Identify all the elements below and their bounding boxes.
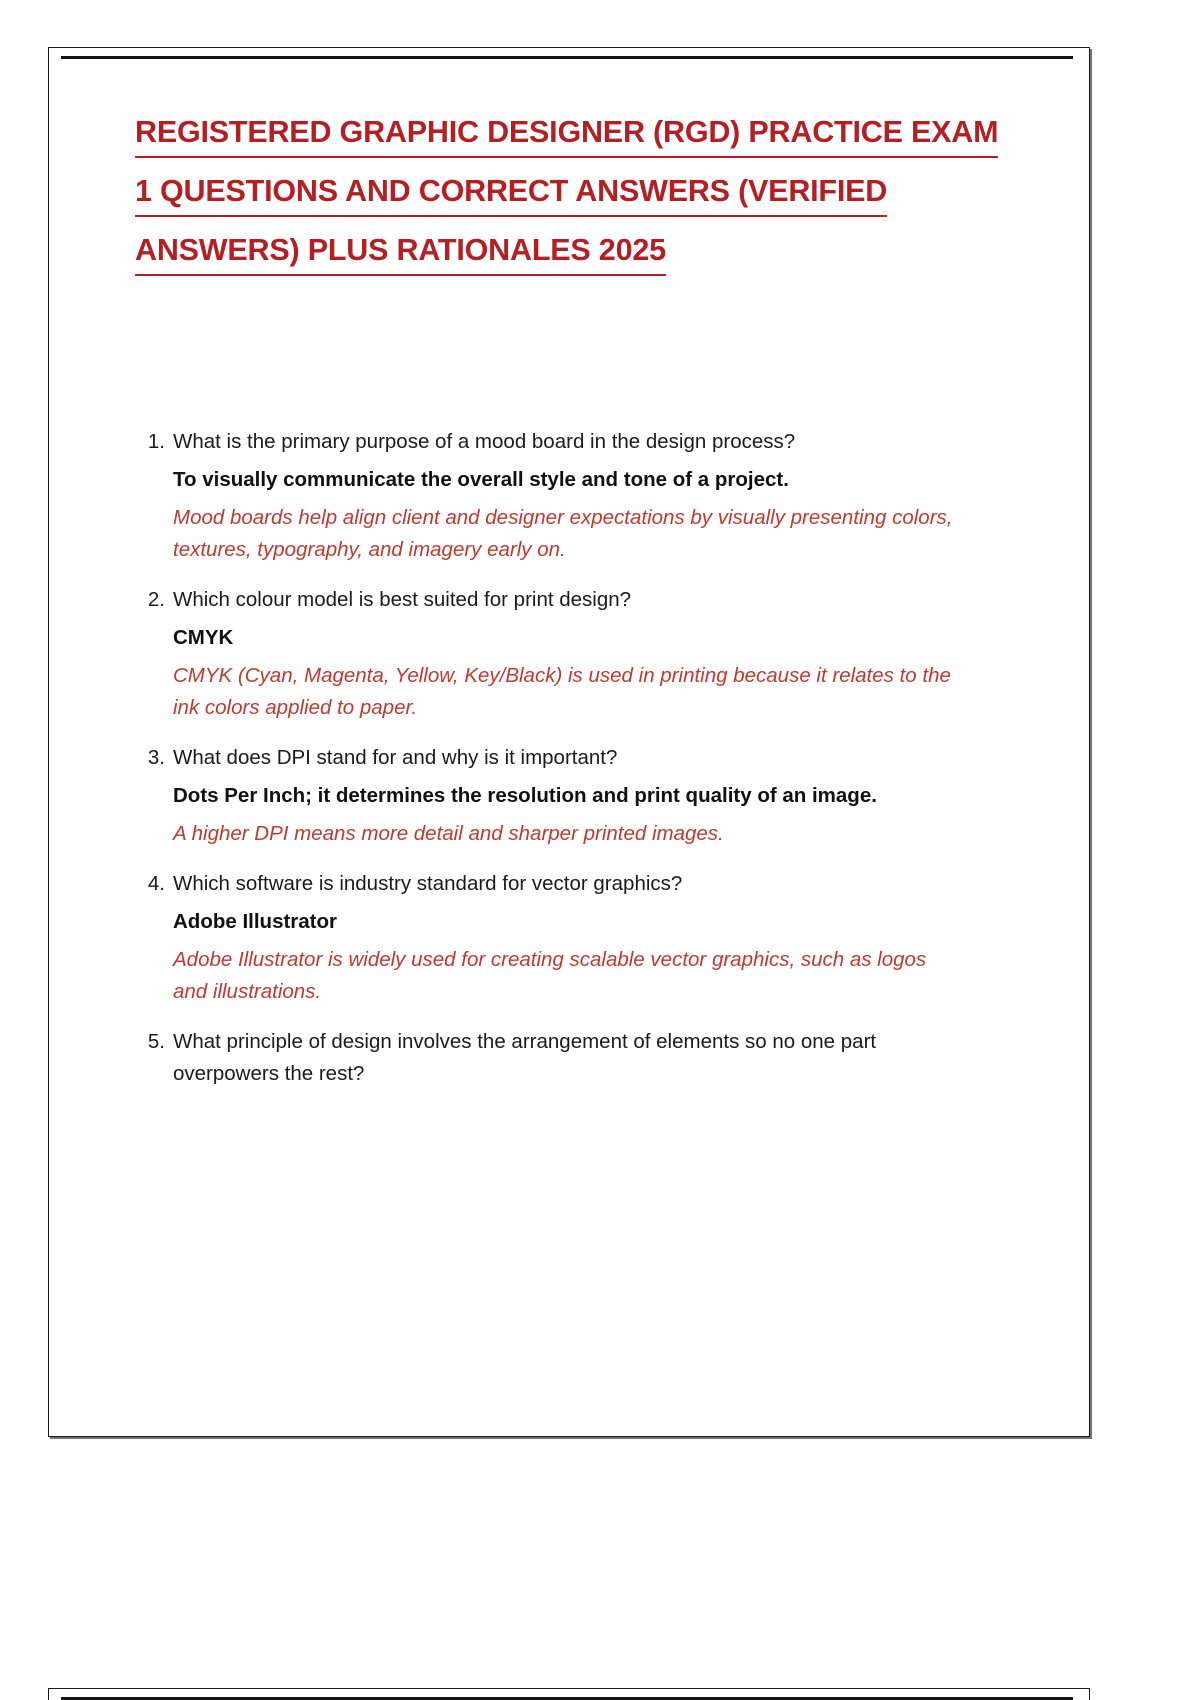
question-text: Which colour model is best suited for print design? <box>173 588 632 612</box>
page-title-line-2: 1 QUESTIONS AND CORRECT ANSWERS (VERIFIED <box>135 169 887 217</box>
question-text: What does DPI stand for and why is it important? <box>173 746 618 770</box>
list-item <box>135 426 965 566</box>
question-number: 5. <box>147 1029 165 1053</box>
rationale-text: CMYK (Cyan, Magenta, Yellow, Key/Black) is used in printing because it relates to the ink colors applied to paper. <box>173 664 951 720</box>
question-text: Which software is industry standard for vector graphics? <box>173 872 683 896</box>
answer-text: To visually communicate the overall style and tone of a project. <box>173 468 789 492</box>
page-title-line-3: ANSWERS) PLUS RATIONALES 2025 <box>135 228 666 276</box>
answer-text: Adobe Illustrator <box>173 910 338 933</box>
page-content <box>49 48 1089 1436</box>
list-item <box>135 868 965 1008</box>
list-item <box>135 1026 965 1090</box>
page-title <box>135 110 1015 276</box>
rationale-text: Mood boards help align client and designer expectations by visually presenting colors, textures, typography, and imagery early on. <box>173 506 953 562</box>
answer-text: CMYK <box>173 626 234 650</box>
page-title-line-1: REGISTERED GRAPHIC DESIGNER (RGD) PRACTICE EXAM <box>135 110 998 158</box>
question-number: 4. <box>147 872 165 896</box>
question-answer-list <box>135 426 965 1089</box>
question-number: 2. <box>147 588 165 612</box>
question-text: What principle of design involves the arrangement of elements so no one part overpowers the rest? <box>173 1029 877 1085</box>
question-text: What is the primary purpose of a mood board in the design process? <box>173 430 796 454</box>
document-page-2 <box>48 1688 1090 1700</box>
rationale-text: A higher DPI means more detail and sharper printed images. <box>173 822 724 846</box>
list-item <box>135 584 965 724</box>
list-item <box>135 742 965 850</box>
question-number: 3. <box>147 746 165 770</box>
answer-text: Dots Per Inch; it determines the resolution and print quality of an image. <box>173 784 877 808</box>
question-number: 1. <box>147 430 165 454</box>
rationale-text: Adobe Illustrator is widely used for creating scalable vector graphics, such as logos and illustrations. <box>173 947 927 1003</box>
document-page-1 <box>48 47 1090 1437</box>
